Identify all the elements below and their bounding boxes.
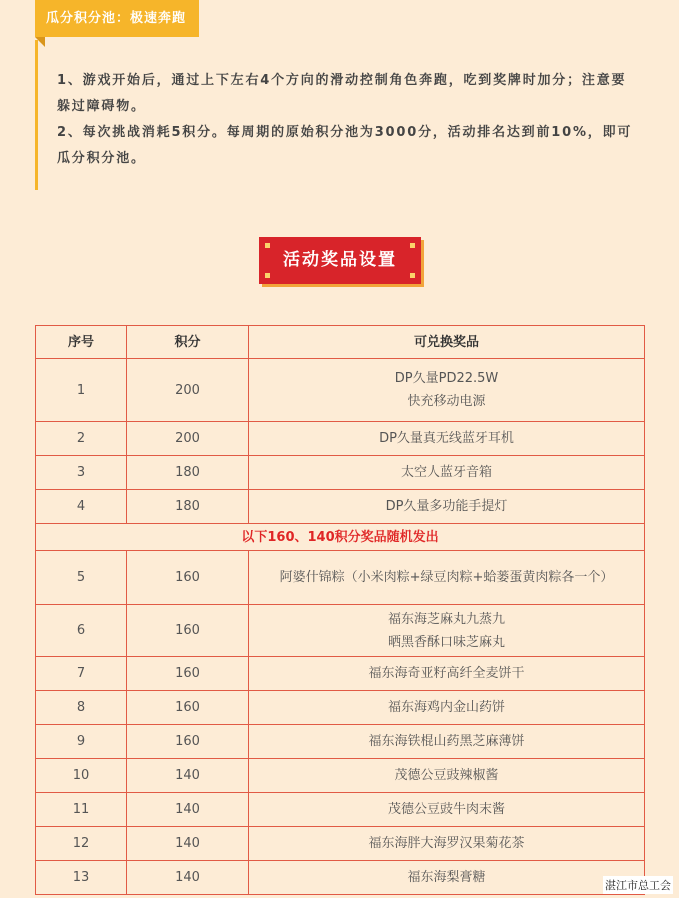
header-prize: 可兑换奖品 — [249, 326, 645, 359]
cell-prize: DP久量PD22.5W 快充移动电源 — [249, 359, 645, 422]
cell-no: 9 — [36, 725, 127, 759]
cell-points: 160 — [127, 551, 249, 605]
cell-points: 160 — [127, 691, 249, 725]
table-row — [36, 691, 645, 725]
cell-no: 6 — [36, 605, 127, 657]
rule-1: 1、游戏开始后，通过上下左右4个方向的滑动控制角色奔跑，吃到奖牌时加分；注意要躲过障碍物。 — [57, 73, 627, 114]
cell-prize: 福东海芝麻丸九蒸九 晒黑香酥口味芝麻丸 — [249, 605, 645, 657]
cell-points: 160 — [127, 725, 249, 759]
cell-points: 140 — [127, 861, 249, 895]
cell-prize: 福东海梨膏糖 — [249, 861, 645, 895]
watermark: 湛江市总工会 — [603, 876, 673, 894]
cell-no: 7 — [36, 657, 127, 691]
cell-no: 4 — [36, 490, 127, 524]
notice-row — [36, 524, 645, 551]
prize-banner — [259, 237, 421, 284]
cell-no: 13 — [36, 861, 127, 895]
cell-points: 180 — [127, 490, 249, 524]
cell-points: 200 — [127, 359, 249, 422]
cell-no: 1 — [36, 359, 127, 422]
cell-points: 140 — [127, 759, 249, 793]
cell-prize: DP久量多功能手提灯 — [249, 490, 645, 524]
section-tag: 瓜分积分池：极速奔跑 — [35, 0, 199, 37]
cell-no: 12 — [36, 827, 127, 861]
cell-prize: 太空人蓝牙音箱 — [249, 456, 645, 490]
cell-prize: 茂德公豆豉牛肉末酱 — [249, 793, 645, 827]
table-row — [36, 456, 645, 490]
cell-points: 160 — [127, 657, 249, 691]
prize-table — [35, 325, 645, 895]
cell-prize: 福东海鸡内金山药饼 — [249, 691, 645, 725]
random-notice: 以下160、140积分奖品随机发出 — [36, 524, 645, 551]
table-header-row — [36, 326, 645, 359]
table-row — [36, 605, 645, 657]
table-row — [36, 725, 645, 759]
table-row — [36, 827, 645, 861]
table-row — [36, 490, 645, 524]
cell-points: 140 — [127, 827, 249, 861]
table-row — [36, 551, 645, 605]
table-row — [36, 759, 645, 793]
cell-no: 11 — [36, 793, 127, 827]
cell-prize: 阿婆什锦粽（小米肉粽+绿豆肉粽+蛤蒌蛋黄肉粽各一个） — [249, 551, 645, 605]
cell-no: 2 — [36, 422, 127, 456]
table-row — [36, 422, 645, 456]
cell-prize: 福东海铁棍山药黑芝麻薄饼 — [249, 725, 645, 759]
cell-points: 140 — [127, 793, 249, 827]
cell-no: 5 — [36, 551, 127, 605]
cell-points: 200 — [127, 422, 249, 456]
table-row — [36, 861, 645, 895]
cell-no: 10 — [36, 759, 127, 793]
cell-no: 3 — [36, 456, 127, 490]
cell-prize: 福东海奇亚籽高纤全麦饼干 — [249, 657, 645, 691]
header-points: 积分 — [127, 326, 249, 359]
banner-title: 活动奖品设置 — [283, 250, 397, 270]
cell-points: 160 — [127, 605, 249, 657]
cell-prize: 茂德公豆豉辣椒酱 — [249, 759, 645, 793]
rules-text — [57, 68, 637, 172]
rule-2: 2、每次挑战消耗5积分。每周期的原始积分池为3000分，活动排名达到前10%，即可瓜分积分池。 — [57, 125, 633, 166]
accent-bar — [35, 40, 38, 190]
table-row — [36, 657, 645, 691]
cell-points: 180 — [127, 456, 249, 490]
cell-no: 8 — [36, 691, 127, 725]
cell-prize: DP久量真无线蓝牙耳机 — [249, 422, 645, 456]
table-row — [36, 793, 645, 827]
header-no: 序号 — [36, 326, 127, 359]
cell-prize: 福东海胖大海罗汉果菊花茶 — [249, 827, 645, 861]
table-row — [36, 359, 645, 422]
